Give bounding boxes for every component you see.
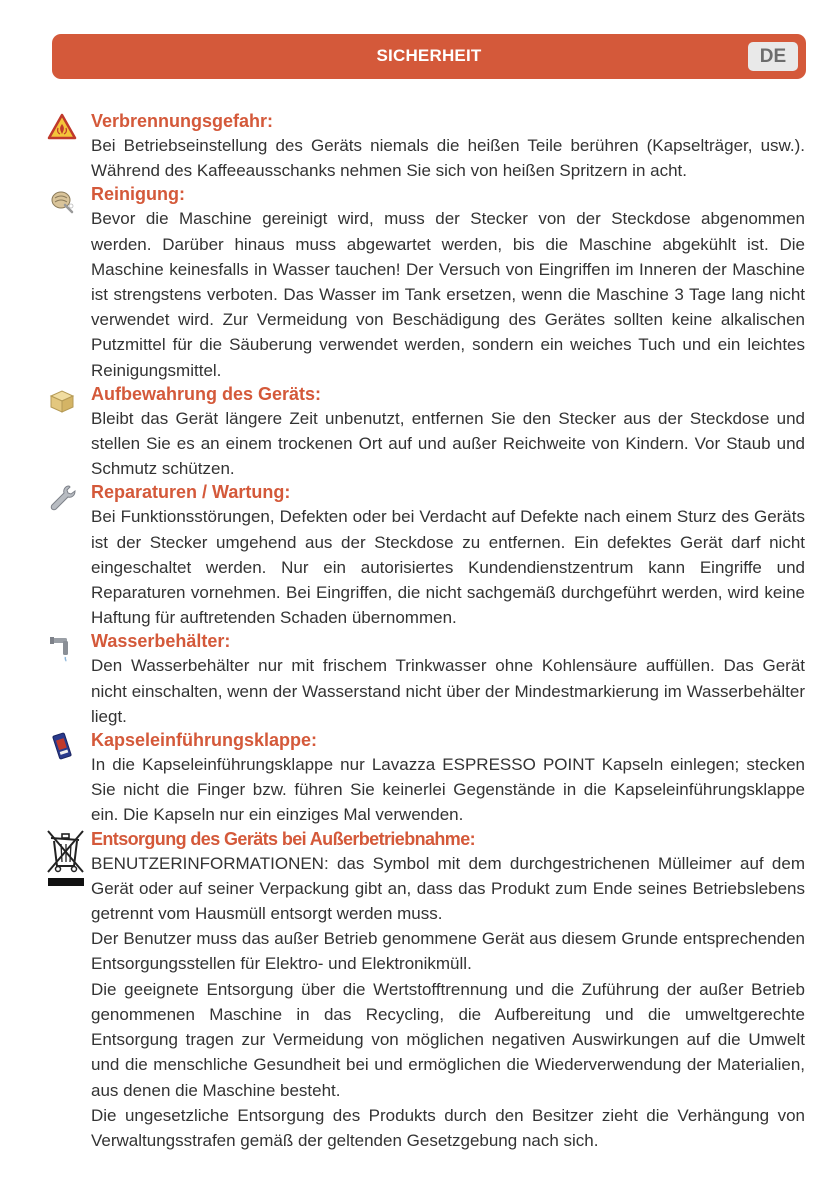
storage-box-icon [47,385,77,415]
section-paragraph: Bleibt das Gerät längere Zeit unbenutzt, entfernen Sie den Stecker aus der Steckdose und stellen Sie es an einem trockenen Ort auf und außer Reichweite von Kindern. Vor Staub und Schmutz schützen. [91,408,805,479]
section-paragraph: Die geeignete Entsorgung über die Wertstofftrennung und die Zuführung der außer Betrieb genommenen Maschine in das Recycling, die Aufbereitung und die umweltgerechte Entsorgung tragen zur Vermeidung von möglichen negativen Auswirkungen auf die Umwelt und die menschliche Gesundheit bei und ermöglichen die Wiederverwendung der Materialien, aus denen die Maschine besteht. [91,979,805,1100]
section-burn-hazard [91,110,805,183]
burn-warning-icon [47,112,77,142]
section-capsule-flap [91,729,805,828]
section-paragraph: Bei Betriebseinstellung des Geräts niemals die heißen Teile berühren (Kapselträger, usw.). Während des Kaffeeausschanks nehmen Sie sich von heißen Spritzern in acht. [91,136,805,181]
section-header-bar [52,34,806,79]
section-paragraph: Bevor die Maschine gereinigt wird, muss der Stecker von der Steckdose abgenommen werden. Darüber hinaus muss abgewartet werden, bis die Maschine abgekühlt ist. Die Maschine keinesfalls in Wasser tauchen! Der Versuch von Eingriffen im Inneren der Maschine ist strengstens verboten. Das Wasser im Tank ersetzen, wenn die Maschine 3 Tage lang nicht verwendet wird. Zur Vermeidung von Beschädigung des Gerätes sollten keine alkalischen Putzmittel für die Säuberung verwendet werden, sondern ein weiches Tuch und ein leichtes Reinigungsmittel. [91,209,805,380]
section-title: Wasserbehälter: [91,631,231,652]
cleaning-icon [47,185,77,215]
water-tap-icon [47,632,77,662]
section-paragraph: BENUTZERINFORMATIONEN: das Symbol mit dem durchgestrichenen Mülleimer auf dem Gerät oder auf seiner Verpackung gibt an, dass das Produkt zum Ende seines Betriebslebens getrennt vom Hausmüll entsorgt werden muss. [91,853,805,924]
capsule-icon [47,731,77,761]
section-water-tank [91,630,805,729]
section-paragraph: Bei Funktionsstörungen, Defekten oder bei Verdacht auf Defekte nach einem Sturz des Geräts ist der Stecker umgehend aus der Steckdose zu entfernen. Ein defektes Gerät darf nicht eingeschaltet werden. Nur ein autorisiertes Kundendienstzentrum kann Eingriffe und Reparaturen vornehmen. Bei Eingriffen, die nicht sachgemäß durchgeführt werden, wird keine Haftung für auftretenden Schaden übernommen. [91,507,805,628]
section-paragraph: Die ungesetzliche Entsorgung des Produkts durch den Besitzer zieht die Verhängung von Verwaltungsstrafen gemäß der geltenden Gesetzgebung nach sich. [91,1105,805,1150]
page-title: SICHERHEIT [376,46,482,65]
language-badge: DE [748,42,798,71]
section-title: Aufbewahrung des Geräts: [91,383,322,404]
crossed-bin-icon [45,828,85,890]
section-repairs [91,481,805,630]
section-title: Verbrennungsgefahr: [91,111,274,131]
safety-content [91,110,805,1153]
section-disposal [91,828,805,1153]
section-paragraph: Den Wasserbehälter nur mit frischem Trinkwasser ohne Kohlensäure auffüllen. Das Gerät nicht einschalten, wenn der Wasserstand nicht über der Mindestmarkierung im Wasserbehälter liegt. [91,656,805,726]
section-title: Kapseleinführungsklappe: [91,730,318,751]
section-title: Reinigung: [91,184,185,205]
section-title: Reparaturen / Wartung: [91,482,291,503]
section-title: Entsorgung des Geräts bei Außerbetriebnahme: [91,828,476,849]
section-cleaning [91,183,805,382]
wrench-icon [47,483,77,513]
section-storage [91,383,805,482]
section-paragraph: In die Kapseleinführungsklappe nur Lavazza ESPRESSO POINT Kapseln einlegen; stecken Sie nicht die Finger bzw. führen Sie keinerlei Gegenstände in die Kapseleinführungsklappe ein. Die Kapseln nur ein einziges Mal verwenden. [91,755,805,825]
section-paragraph: Der Benutzer muss das außer Betrieb genommene Gerät aus diesem Grunde entsprechenden Entsorgungsstellen für Elektro- und Elektronikmüll. [91,929,805,974]
